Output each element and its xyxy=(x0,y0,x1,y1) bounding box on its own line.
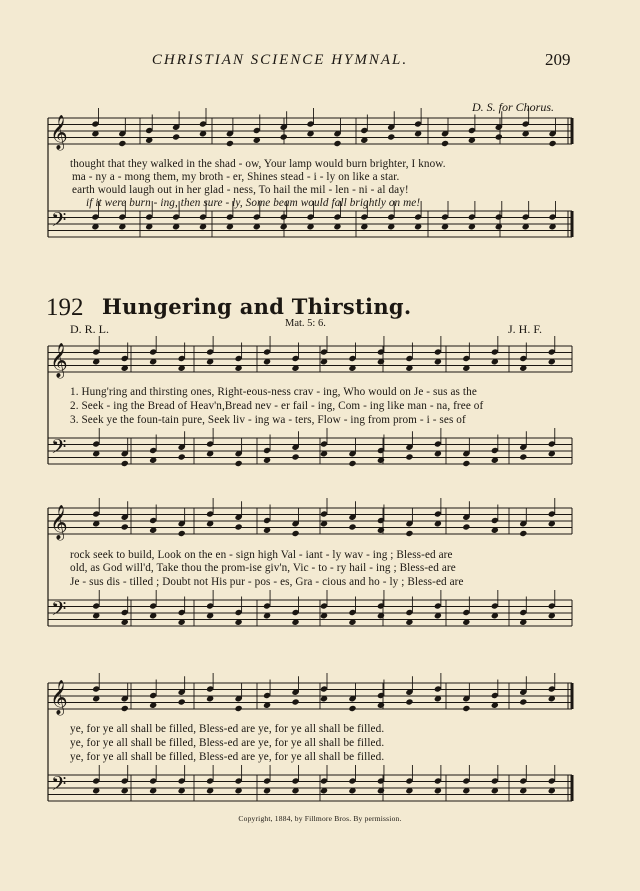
treble-clef-icon: 𝄞 xyxy=(50,505,68,540)
note-head xyxy=(519,530,527,537)
note-head xyxy=(226,140,234,147)
continuation-lyric-line-3: earth would laugh out in her glad - ness, To hail the mil - len - ni - al day! xyxy=(72,184,409,196)
bass-clef-icon: 𝄢 xyxy=(51,208,67,236)
verse-3-line-1: 3. Seek ye the foun-tain pure, Seek liv - ing wa - ters, Flow - ing from prom - i - ses of xyxy=(70,414,466,426)
note-head xyxy=(405,698,413,705)
verse-1-line-1: 1. Hung'ring and thirsting ones, Right-eous-ness crav - ing, Who would on Je - sus as the xyxy=(70,386,477,398)
hymn-number: 192 xyxy=(46,294,84,321)
note-head xyxy=(548,140,556,147)
verse-1-line-3: ye, for ye all shall be filled, Bless-ed are ye, for ye all shall be filled. xyxy=(70,723,385,735)
verse-2-line-1: 2. Seek - ing the Bread of Heav'n,Bread nev - er fail - ing, Com - ing like man - na, free of xyxy=(70,400,484,412)
continuation-lyric-line-1: thought that they walked in the shad - ow, Your lamp would burn brighter, I know. xyxy=(70,158,446,170)
copyright-notice: Copyright, 1884, by Fillmore Bros. By permission. xyxy=(238,814,402,823)
note-head xyxy=(118,140,126,147)
verse-3-line-2: Je - sus dis - tilled ; Doubt not His pur - pos - es, Gra - cious and ho - ly ; Bless-ed are xyxy=(70,576,464,588)
note-head xyxy=(348,705,356,712)
note-head xyxy=(462,705,470,712)
continuation-lyric-line-4: if it were burn - ing, then sure - ly, Some beam would fall brightly on me! xyxy=(86,197,421,209)
note-head xyxy=(178,453,186,460)
continuation-lyric-line-2: ma - ny a - mong them, my broth - er, Shines stead - i - ly on like a star. xyxy=(72,171,400,183)
composer-initials: J. H. F. xyxy=(508,322,543,336)
note-head xyxy=(519,698,527,705)
note-head xyxy=(387,133,395,140)
hymn-title: Hungering and Thirsting. xyxy=(102,294,412,319)
bass-clef-icon: 𝄢 xyxy=(51,772,67,800)
note-head xyxy=(291,698,299,705)
bass-clef-icon: 𝄢 xyxy=(51,597,67,625)
note-head xyxy=(462,460,470,467)
note-head xyxy=(235,460,243,467)
treble-clef-icon: 𝄞 xyxy=(50,343,68,378)
verse-2-line-2: old, as God will'd, Take thou the prom-ise giv'n, Vic - to - ry hail - ing ; Bless-ed are xyxy=(70,562,456,574)
note-head xyxy=(441,140,449,147)
note-head xyxy=(280,133,288,140)
note-head xyxy=(495,133,503,140)
note-head xyxy=(178,530,186,537)
bass-clef-icon: 𝄢 xyxy=(51,435,67,463)
author-initials: D. R. L. xyxy=(70,322,109,336)
note-head xyxy=(121,523,129,530)
note-head xyxy=(235,523,243,530)
note-head xyxy=(121,705,129,712)
note-head xyxy=(348,460,356,467)
note-head xyxy=(333,140,341,147)
page-number: 209 xyxy=(545,50,571,69)
note-head xyxy=(291,530,299,537)
verse-2-line-3: ye, for ye all shall be filled, Bless-ed are ye, for ye all shall be filled. xyxy=(70,737,385,749)
note-head xyxy=(348,523,356,530)
note-head xyxy=(235,705,243,712)
note-head xyxy=(178,698,186,705)
note-head xyxy=(519,453,527,460)
ds-marking: D. S. for Chorus. xyxy=(472,100,555,114)
running-title: CHRISTIAN SCIENCE HYMNAL. xyxy=(151,52,409,68)
verse-3-line-3: ye, for ye all shall be filled, Bless-ed are ye, for ye all shall be filled. xyxy=(70,751,385,763)
note-head xyxy=(405,453,413,460)
note-head xyxy=(172,133,180,140)
verse-1-line-2: rock seek to build, Look on the en - sign high Val - iant - ly wav - ing ; Bless-ed are xyxy=(70,549,453,561)
treble-clef-icon: 𝄞 xyxy=(50,115,68,150)
note-head xyxy=(121,460,129,467)
note-head xyxy=(405,530,413,537)
note-head xyxy=(462,523,470,530)
treble-clef-icon: 𝄞 xyxy=(50,680,68,715)
scripture-reference: Mat. 5: 6. xyxy=(285,318,326,329)
note-head xyxy=(291,453,299,460)
